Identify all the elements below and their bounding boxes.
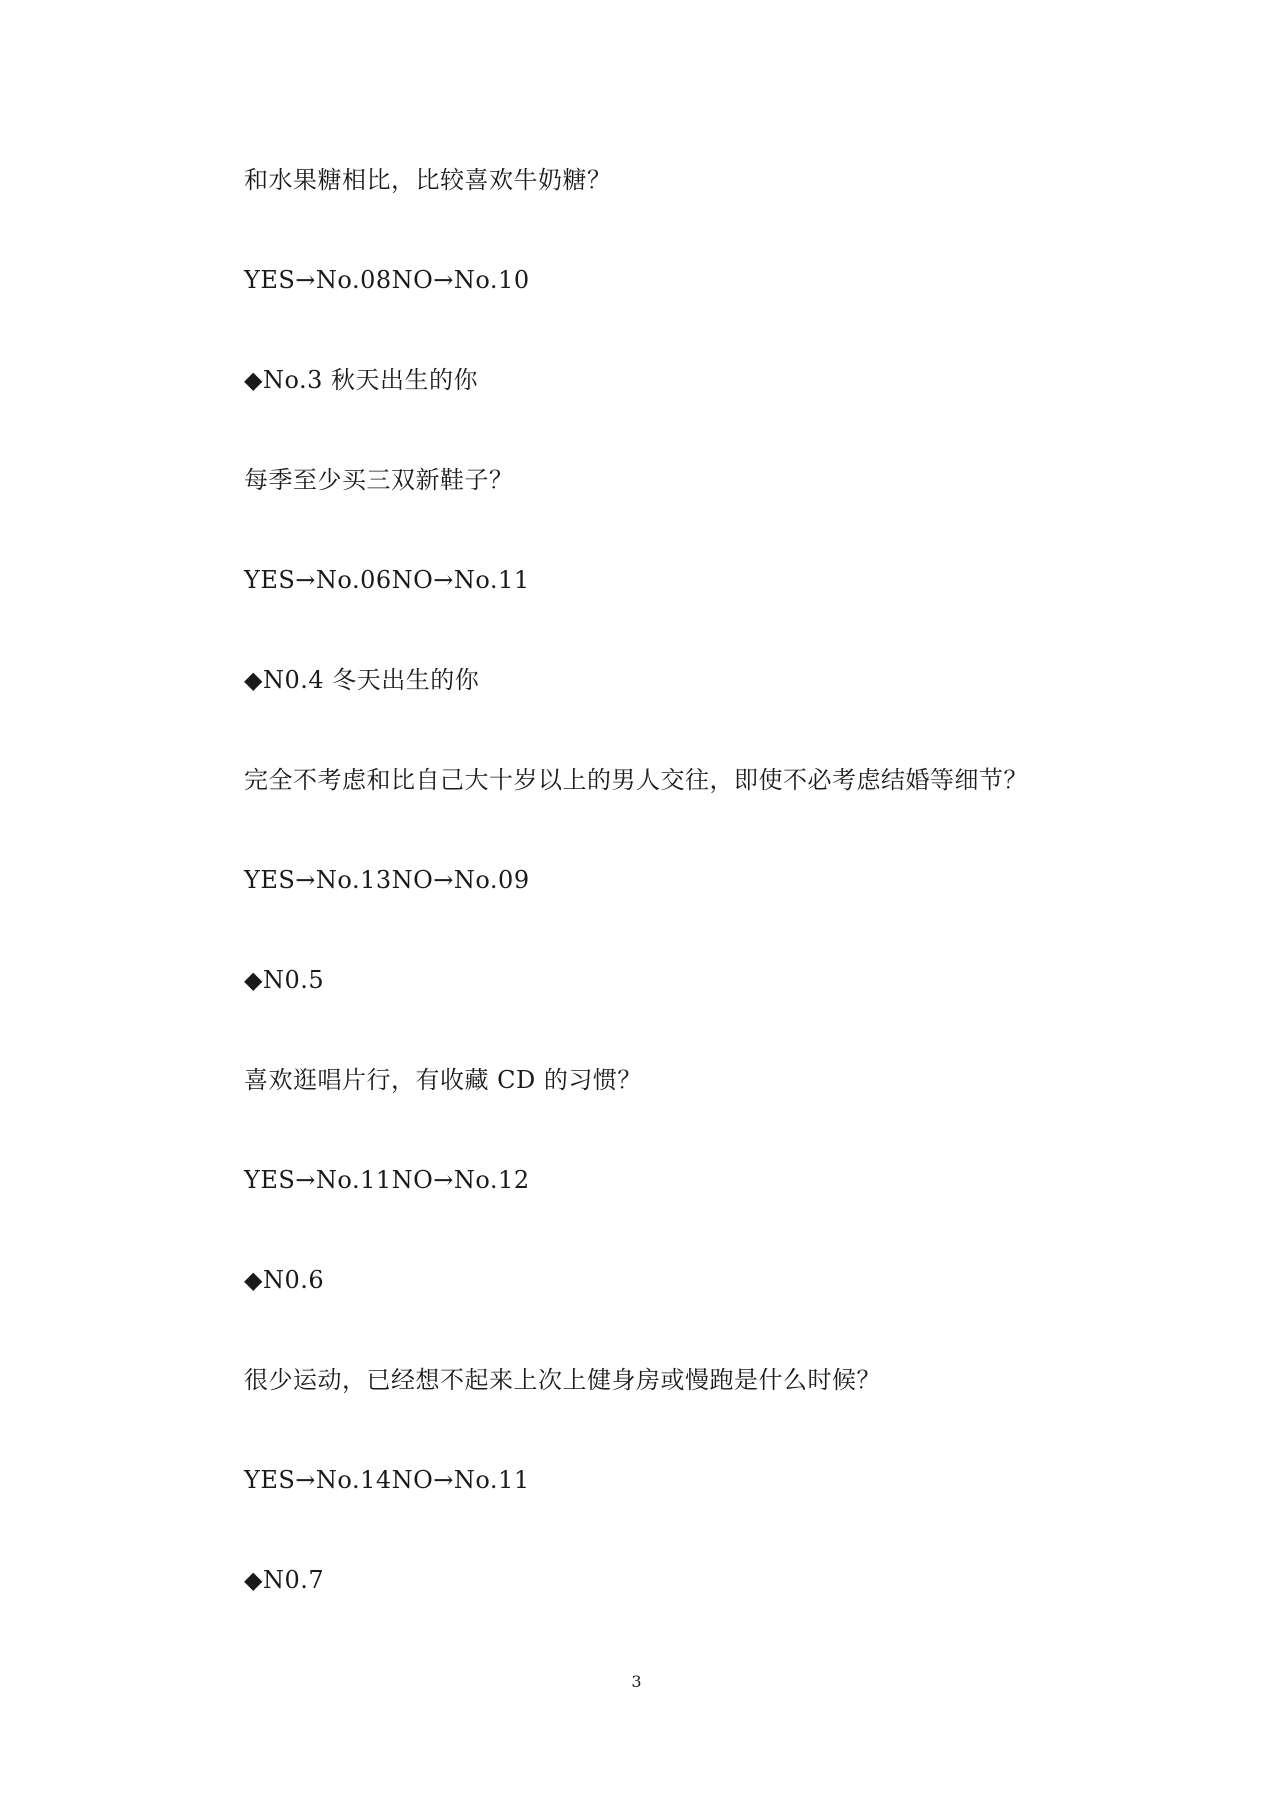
question-text: 喜欢逛唱片行，有收藏 CD 的习惯？ — [244, 1066, 642, 1094]
question-text: 每季至少买三双新鞋子？ — [244, 466, 514, 494]
page-number: 3 — [631, 1672, 642, 1691]
section-heading: ◆N0.6 — [244, 1266, 325, 1294]
answer-routing: YES→No.08NO→No.10 — [244, 266, 530, 294]
question-text: 和水果糖相比，比较喜欢牛奶糖？ — [244, 166, 612, 194]
answer-routing: YES→No.06NO→No.11 — [244, 566, 530, 594]
answer-routing: YES→No.11NO→No.12 — [244, 1166, 530, 1194]
section-heading: ◆N0.5 — [244, 966, 325, 994]
section-heading: ◆No.3 秋天出生的你 — [244, 366, 479, 394]
section-heading: ◆N0.7 — [244, 1566, 325, 1594]
answer-routing: YES→No.14NO→No.11 — [244, 1466, 530, 1494]
section-heading: ◆N0.4 冬天出生的你 — [244, 666, 480, 694]
question-text: 很少运动，已经想不起来上次上健身房或慢跑是什么时候？ — [244, 1366, 881, 1394]
answer-routing: YES→No.13NO→No.09 — [244, 866, 530, 894]
question-text: 完全不考虑和比自己大十岁以上的男人交往，即使不必考虑结婚等细节？ — [244, 766, 1028, 794]
